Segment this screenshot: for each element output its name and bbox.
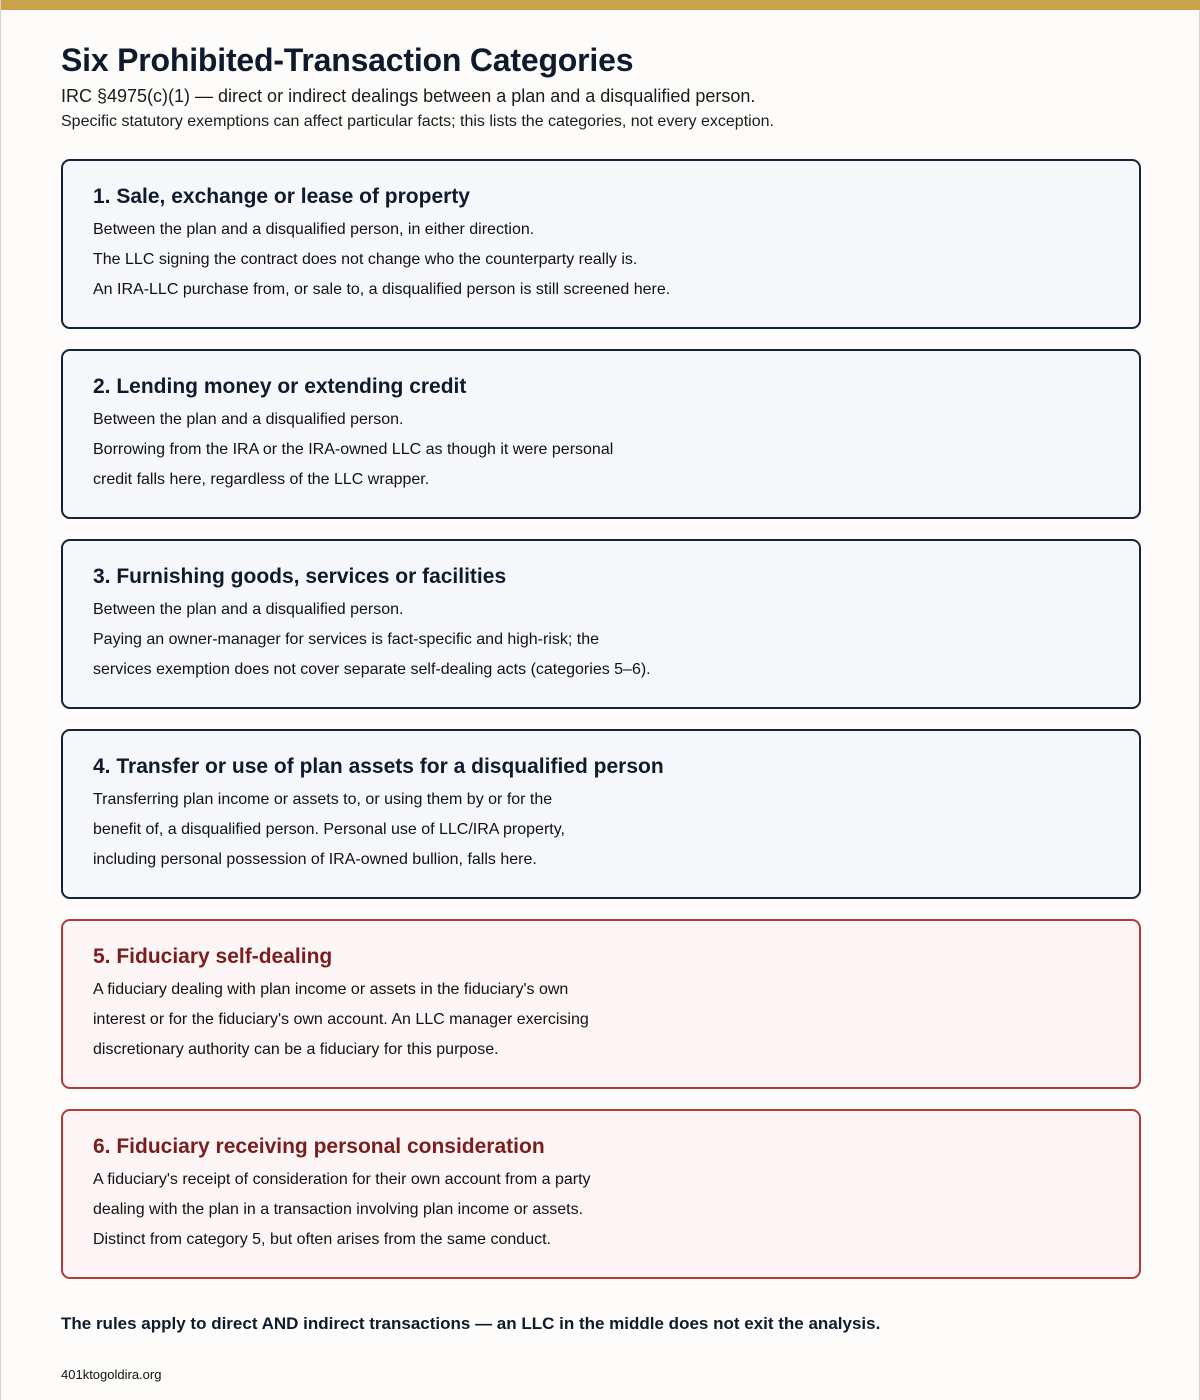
page-header — [61, 40, 1141, 133]
category-line: Borrowing from the IRA or the IRA-owned LLC as though it were personal — [93, 441, 614, 458]
category-line: An IRA-LLC purchase from, or sale to, a disqualified person is still screened here. — [93, 281, 671, 298]
category-card-1 — [61, 159, 1141, 329]
category-line: Between the plan and a disqualified person. — [93, 411, 404, 428]
category-line: Distinct from category 5, but often arises from the same conduct. — [93, 1231, 551, 1248]
category-line: benefit of, a disqualified person. Personal use of LLC/IRA property, — [93, 821, 565, 838]
category-title: 2. Lending money or extending credit — [93, 375, 467, 398]
page-title: Six Prohibited-Transaction Categories — [61, 42, 634, 78]
category-title: 3. Furnishing goods, services or facilities — [93, 565, 507, 588]
category-card-6 — [61, 1109, 1141, 1279]
category-card-3 — [61, 539, 1141, 709]
category-line: A fiduciary dealing with plan income or assets in the fiduciary's own — [93, 981, 569, 998]
category-line: interest or for the fiduciary's own account. An LLC manager exercising — [93, 1011, 589, 1028]
category-line: Between the plan and a disqualified person, in either direction. — [93, 221, 535, 238]
category-title: 1. Sale, exchange or lease of property — [93, 185, 470, 208]
category-title: 6. Fiduciary receiving personal consideration — [93, 1135, 545, 1158]
category-card-5 — [61, 919, 1141, 1089]
source-label: 401ktogoldira.org — [61, 1367, 162, 1382]
page-subtitle: IRC §4975(c)(1) — direct or indirect dealings between a plan and a disqualified person. — [61, 86, 756, 106]
category-card-2 — [61, 349, 1141, 519]
category-title: 5. Fiduciary self-dealing — [93, 945, 333, 968]
category-card-4 — [61, 729, 1141, 899]
category-line: credit falls here, regardless of the LLC wrapper. — [93, 471, 430, 488]
category-line: including personal possession of IRA-owned bullion, falls here. — [93, 851, 537, 868]
category-line: Between the plan and a disqualified person. — [93, 601, 404, 618]
category-line: services exemption does not cover separate self-dealing acts (categories 5–6). — [93, 661, 651, 678]
category-line: The LLC signing the contract does not change who the counterparty really is. — [93, 251, 638, 268]
category-line: Paying an owner-manager for services is fact-specific and high-risk; the — [93, 631, 599, 648]
accent-bar — [1, 0, 1200, 10]
category-title: 4. Transfer or use of plan assets for a disqualified person — [93, 755, 664, 778]
category-line: Transferring plan income or assets to, or using them by or for the — [93, 791, 553, 808]
category-line: dealing with the plan in a transaction involving plan income or assets. — [93, 1201, 584, 1218]
exemption-note: Specific statutory exemptions can affect particular facts; this lists the categories, not every exception. — [61, 113, 774, 130]
category-line: A fiduciary's receipt of consideration for their own account from a party — [93, 1171, 591, 1188]
summary-note: The rules apply to direct AND indirect transactions — an LLC in the middle does not exit the analysis. — [61, 1314, 881, 1333]
category-line: discretionary authority can be a fiduciary for this purpose. — [93, 1041, 499, 1058]
